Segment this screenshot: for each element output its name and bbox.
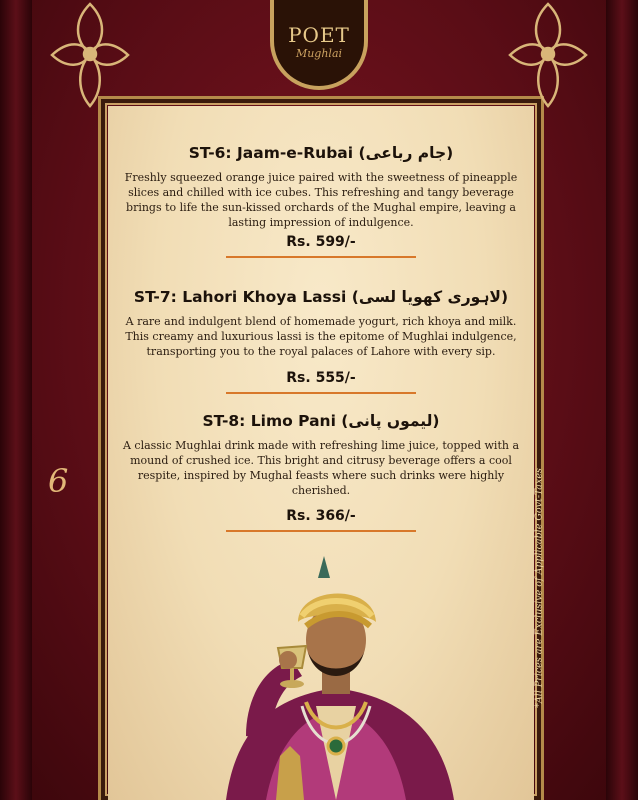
emperor-illustration [206,556,466,800]
left-pillar [0,0,32,800]
ornament-right-icon [502,0,594,110]
item-description: A classic Mughlai drink made with refreshing lime juice, topped with a mound of crushed ice. This bright and citrusy beverage offers a cool respite, inspired by Mughal feasts where such drinks were highly cherished. [122,439,520,497]
page-number: 6 [48,462,69,500]
menu-item-st6 [108,144,534,250]
menu-item-st8 [108,412,534,524]
item-price: Rs. 599/- [286,234,356,250]
price-note [532,468,546,708]
item-price: Rs. 555/- [286,370,356,386]
price-divider [226,392,416,394]
menu-item-st7 [108,288,534,386]
price-note-text: *All Prices are Exclusive of Applicable Govt-Taxes [533,468,545,708]
ornament-left-icon [44,0,136,110]
price-divider [226,256,416,258]
brand-name: POET [288,22,350,47]
item-description: Freshly squeezed orange juice paired with the sweetness of pineapple slices and chilled with ice cubes. This refreshing and tangy beverage brings to life the sun-kissed orchards of the Mughal empire, leaving a lasting impression of indulgence. [124,171,518,229]
right-pillar [606,0,638,800]
brand-subtitle: Mughlai [295,46,343,60]
item-title: ST-7: Lahori Khoya Lassi (لاہوری کھویا لسی) [133,288,509,306]
item-title: ST-8: Limo Pani (لیموں پانی) [202,412,440,430]
item-price: Rs. 366/- [286,508,356,524]
price-divider [226,530,416,532]
item-title: ST-6: Jaam-e-Rubai (جام رباعی) [188,144,454,162]
item-description: A rare and indulgent blend of homemade yogurt, rich khoya and milk. This creamy and luxurious lassi is the epitome of Mughlai indulgence, transporting you to the royal palaces of Lahore with every sip. [125,315,517,358]
